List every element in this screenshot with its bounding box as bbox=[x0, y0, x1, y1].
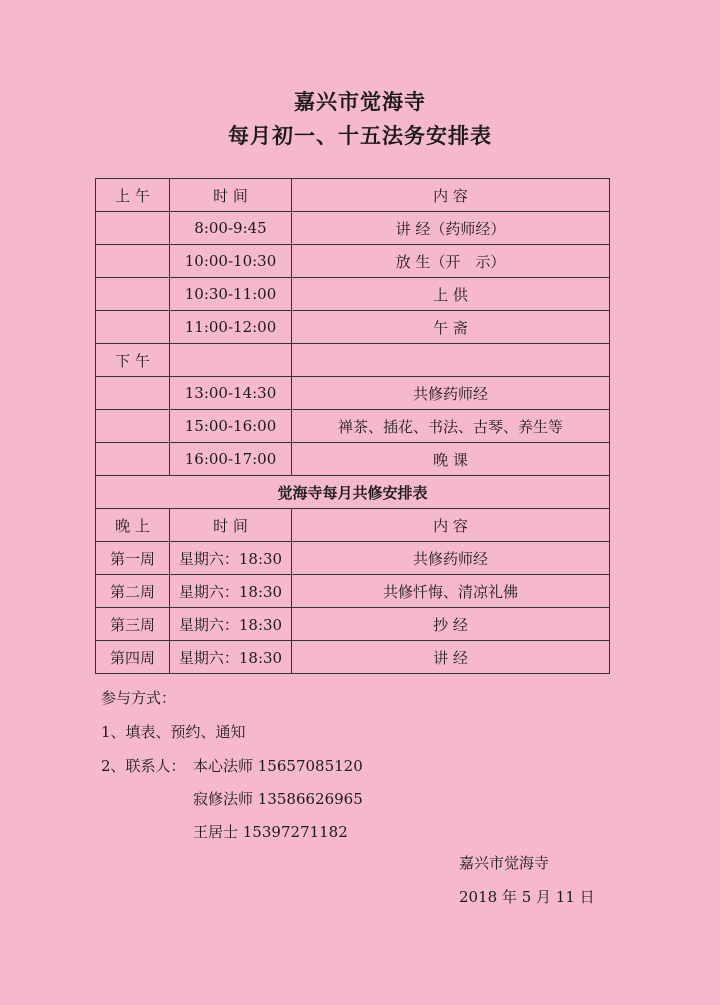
week-cell: 第一周 bbox=[96, 542, 170, 575]
participation-item-2-label: 2、联系人： bbox=[101, 757, 186, 775]
table-row bbox=[96, 410, 610, 443]
week-cell: 第三周 bbox=[96, 608, 170, 641]
schedule1-header-row bbox=[96, 179, 610, 212]
period-cell bbox=[96, 278, 170, 311]
header-content: 内 容 bbox=[292, 509, 610, 542]
period-cell bbox=[96, 410, 170, 443]
content-cell: 共修忏悔、清凉礼佛 bbox=[292, 575, 610, 608]
period-cell bbox=[96, 377, 170, 410]
header-time: 时 间 bbox=[170, 179, 292, 212]
content-cell: 禅茶、插花、书法、古琴、养生等 bbox=[292, 410, 610, 443]
table-row bbox=[96, 542, 610, 575]
document-subtitle: 每月初一、十五法务安排表 bbox=[228, 123, 492, 148]
schedule2-header-row bbox=[96, 509, 610, 542]
time-cell: 星期六：18:30 bbox=[170, 542, 292, 575]
signature-org: 嘉兴市觉海寺 bbox=[459, 854, 550, 872]
table-row bbox=[96, 278, 610, 311]
time-cell: 10:00-10:30 bbox=[170, 245, 292, 278]
table-row bbox=[96, 443, 610, 476]
content-cell bbox=[292, 344, 610, 377]
content-cell: 共修药师经 bbox=[292, 377, 610, 410]
time-cell: 星期六：18:30 bbox=[170, 608, 292, 641]
header-period: 晚 上 bbox=[96, 509, 170, 542]
contact-1: 本心法师 15657085120 bbox=[193, 757, 363, 775]
content-cell: 放 生（开 示） bbox=[292, 245, 610, 278]
content-cell: 讲 经（药师经） bbox=[292, 212, 610, 245]
table-row bbox=[96, 245, 610, 278]
time-cell: 13:00-14:30 bbox=[170, 377, 292, 410]
content-cell: 上 供 bbox=[292, 278, 610, 311]
table-row bbox=[96, 377, 610, 410]
time-cell: 星期六：18:30 bbox=[170, 575, 292, 608]
content-cell: 抄 经 bbox=[292, 608, 610, 641]
content-cell: 讲 经 bbox=[292, 641, 610, 674]
document-title: 嘉兴市觉海寺 bbox=[294, 89, 426, 114]
time-cell: 星期六：18:30 bbox=[170, 641, 292, 674]
schedule2-title: 觉海寺每月共修安排表 bbox=[96, 476, 610, 509]
period-cell bbox=[96, 311, 170, 344]
header-content: 内 容 bbox=[292, 179, 610, 212]
period-cell bbox=[96, 443, 170, 476]
content-cell: 共修药师经 bbox=[292, 542, 610, 575]
table-row bbox=[96, 608, 610, 641]
table-row bbox=[96, 311, 610, 344]
time-cell: 16:00-17:00 bbox=[170, 443, 292, 476]
time-cell: 11:00-12:00 bbox=[170, 311, 292, 344]
period-cell bbox=[96, 245, 170, 278]
table-row bbox=[96, 212, 610, 245]
week-cell: 第二周 bbox=[96, 575, 170, 608]
table-row bbox=[96, 575, 610, 608]
content-cell: 晚 课 bbox=[292, 443, 610, 476]
table-row bbox=[96, 344, 610, 377]
signature-date: 2018 年 5 月 11 日 bbox=[459, 888, 595, 906]
contact-3: 王居士 15397271182 bbox=[193, 823, 348, 841]
period-cell bbox=[96, 212, 170, 245]
time-cell: 8:00-9:45 bbox=[170, 212, 292, 245]
contact-2: 寂修法师 13586626965 bbox=[193, 790, 363, 808]
header-time: 时 间 bbox=[170, 509, 292, 542]
table-row bbox=[96, 641, 610, 674]
time-cell: 15:00-16:00 bbox=[170, 410, 292, 443]
week-cell: 第四周 bbox=[96, 641, 170, 674]
period-cell: 下 午 bbox=[96, 344, 170, 377]
time-cell: 10:30-11:00 bbox=[170, 278, 292, 311]
header-period: 上 午 bbox=[96, 179, 170, 212]
schedule-table bbox=[95, 178, 610, 674]
participation-heading: 参与方式： bbox=[101, 689, 177, 707]
schedule2-title-row bbox=[96, 476, 610, 509]
participation-item-1: 1、填表、预约、通知 bbox=[101, 723, 246, 741]
content-cell: 午 斋 bbox=[292, 311, 610, 344]
time-cell bbox=[170, 344, 292, 377]
